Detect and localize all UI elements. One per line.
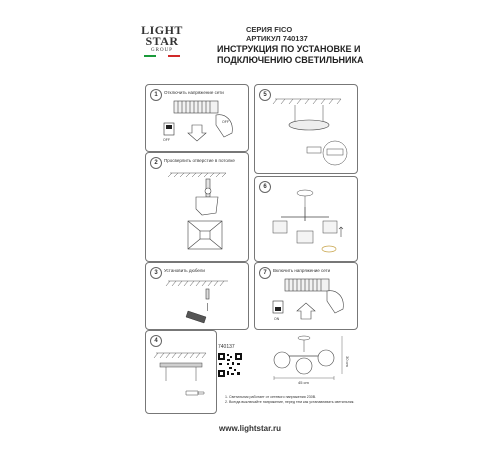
- height-label: 30 cm: [345, 356, 350, 367]
- ceiling-hatch: [273, 99, 341, 104]
- article-label: АРТИКУЛ 740137: [246, 34, 308, 43]
- step-6-number: 6: [259, 181, 271, 193]
- screwdriver-icon: [186, 391, 204, 395]
- step-2-panel: [145, 152, 249, 262]
- step-5-illustration: [255, 85, 357, 173]
- lightstar-logo: [140, 25, 184, 57]
- step-7-on-label: ON: [274, 317, 280, 321]
- page-title: [217, 44, 364, 66]
- ceiling-hatch: [166, 281, 228, 286]
- logo-line2: STAR: [145, 34, 179, 48]
- step-6-illustration: [255, 177, 357, 261]
- series-label: СЕРИЯ FICO: [246, 25, 293, 34]
- step-4-illustration: [146, 331, 216, 413]
- wire-connector-detail-2: [307, 147, 321, 153]
- switch-icon: [273, 301, 283, 313]
- width-label: 45 cm: [298, 380, 309, 385]
- step-1-panel: [145, 84, 249, 152]
- drill-icon: [196, 179, 218, 215]
- step-3-illustration: [146, 263, 248, 329]
- step-4-panel: [145, 330, 217, 414]
- note-1: 1. Светильник работает от сетевого напряжения 230В.: [225, 395, 317, 399]
- breaker-panel: [174, 101, 218, 113]
- italian-flag-stripe: [144, 55, 180, 57]
- arrow-up-icon: [339, 227, 343, 237]
- lamp-shade-left: [274, 352, 290, 368]
- bulb-ring: [322, 246, 336, 252]
- logo-line1: LIGHT: [141, 23, 183, 37]
- canopy: [289, 120, 329, 130]
- mounting-bar: [160, 363, 202, 367]
- hand-icon: [327, 291, 343, 313]
- lamp-shade-bottom: [296, 358, 312, 374]
- step-2-illustration: [146, 153, 248, 261]
- qr-code: [218, 353, 242, 377]
- diagram-article: 740137: [218, 344, 235, 350]
- step-7-panel: [254, 262, 358, 330]
- step-7-caption: Включить напряжение сети: [273, 268, 331, 273]
- hand-icon: [216, 115, 232, 137]
- title-line2: ПОДКЛЮЧЕНИЮ СВЕТИЛЬНИКА: [217, 55, 364, 65]
- title-line1: ИНСТРУКЦИЯ ПО УСТАНОВКЕ И: [217, 44, 361, 54]
- breaker-panel: [285, 279, 329, 291]
- ceiling-hatch: [168, 173, 226, 177]
- step-1-illustration: [146, 85, 248, 151]
- step-5-number: 5: [259, 89, 271, 101]
- step-7-number: 7: [259, 267, 271, 279]
- step-5-panel: [254, 84, 358, 174]
- step-2-number: 2: [150, 157, 162, 169]
- wall-socket-detail: [188, 221, 222, 249]
- step-1-off-label-2: OFF: [163, 138, 170, 142]
- step-3-caption: Установить дюбели: [164, 268, 205, 273]
- lampshade-left: [273, 221, 287, 233]
- logo-line3: GROUP: [151, 48, 173, 53]
- hammer-icon: [186, 311, 206, 323]
- lampshade-right: [323, 221, 337, 233]
- notes: [225, 395, 354, 405]
- website-url: www.lightstar.ru: [219, 424, 281, 433]
- step-1-caption: Отключить напряжение сети: [164, 90, 224, 95]
- step-6-panel: [254, 176, 358, 262]
- step-7-illustration: [255, 263, 357, 329]
- note-2: 2. Всегда выключайте напряжение, перед тем как устанавливать светильник.: [225, 400, 355, 404]
- dowel-icon: [206, 289, 209, 299]
- step-3-number: 3: [150, 267, 162, 279]
- step-2-caption: Просверлить отверстие в потолке: [164, 158, 235, 163]
- step-1-off-label: OFF: [222, 120, 229, 124]
- switch-icon: [164, 123, 174, 135]
- dimension-diagram: [262, 330, 352, 390]
- wire-connector-detail: [323, 141, 347, 165]
- arrow-down-icon: [188, 125, 206, 141]
- ceiling-hatch: [154, 353, 206, 358]
- step-3-panel: [145, 262, 249, 330]
- step-4-number: 4: [150, 335, 162, 347]
- canopy: [297, 190, 313, 196]
- lamp-shade-right: [318, 350, 334, 366]
- lampshade-bottom: [297, 231, 313, 243]
- arrow-up-icon: [297, 303, 315, 319]
- step-1-number: 1: [150, 89, 162, 101]
